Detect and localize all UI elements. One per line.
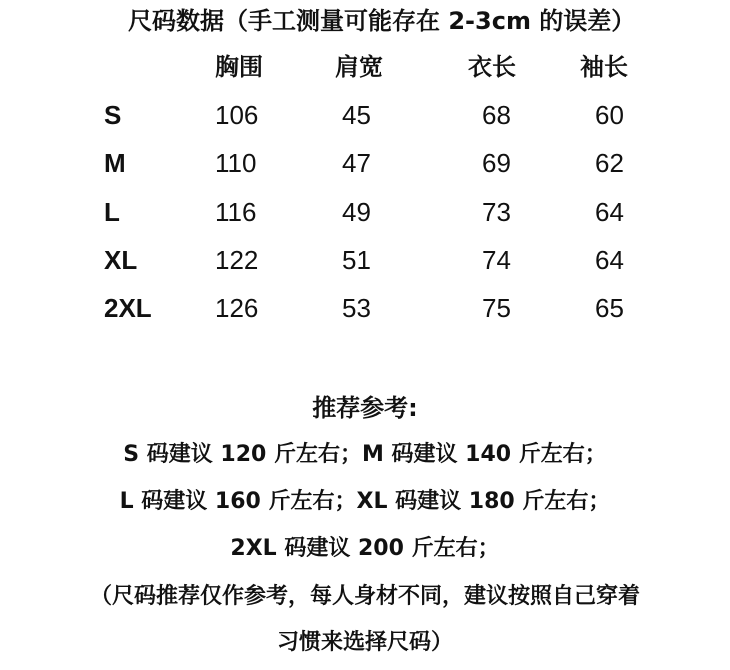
table-cell: 116 (215, 197, 257, 227)
table-cell: 106 (215, 100, 259, 130)
table-cell: 110 (215, 148, 257, 178)
recommendation-line: S 码建议 120 斤左右；M 码建议 140 斤左右； (123, 442, 607, 467)
table-cell: 51 (342, 245, 371, 275)
table-cell: 74 (482, 245, 511, 275)
header-length: 衣长 (468, 53, 516, 81)
table-row-size: XL (104, 245, 138, 275)
table-cell: 53 (342, 293, 371, 323)
table-cell: 122 (215, 245, 259, 275)
table-row-size: M (104, 148, 126, 178)
table-cell: 68 (482, 100, 511, 130)
table-cell: 49 (342, 197, 371, 227)
page-title: 尺码数据（手工测量可能存在 2-3cm 的误差） (128, 7, 636, 35)
table-cell: 64 (595, 197, 624, 227)
table-cell: 64 (595, 245, 624, 275)
table-cell: 69 (482, 148, 511, 178)
recommendation-line: 习惯来选择尺码） (276, 630, 453, 655)
table-row-size: 2XL (104, 293, 152, 323)
table-cell: 126 (215, 293, 259, 323)
header-chest: 胸围 (215, 53, 263, 81)
table-cell: 47 (342, 148, 371, 178)
table-cell: 60 (595, 100, 624, 130)
table-cell: 73 (482, 197, 511, 227)
table-cell: 75 (482, 293, 511, 323)
table-cell: 45 (342, 100, 371, 130)
recommendation-title: 推荐参考: (312, 394, 418, 422)
recommendation-line: （尺码推荐仅作参考，每人身材不同，建议按照自己穿着 (89, 584, 640, 609)
table-row-size: S (104, 100, 122, 130)
header-shoulder: 肩宽 (335, 53, 383, 81)
header-sleeve: 袖长 (580, 53, 628, 81)
recommendation-line: L 码建议 160 斤左右；XL 码建议 180 斤左右； (119, 489, 611, 514)
table-cell: 62 (595, 148, 624, 178)
recommendation-line: 2XL 码建议 200 斤左右； (230, 536, 500, 561)
table-cell: 65 (595, 293, 624, 323)
table-row-size: L (104, 197, 120, 227)
